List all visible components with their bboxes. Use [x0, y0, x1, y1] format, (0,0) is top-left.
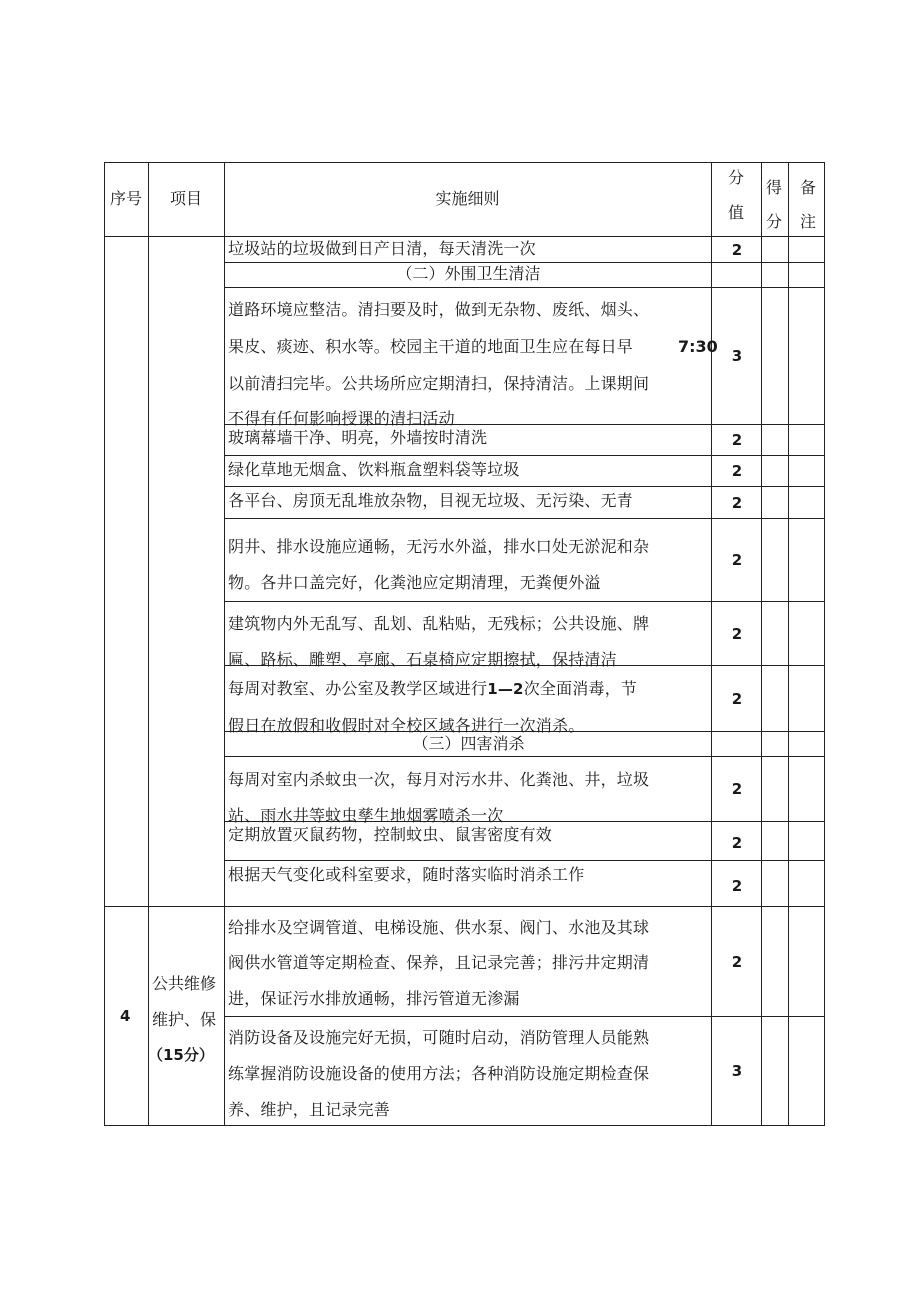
detail-text-part: 每周对教室、办公室及教学区域进行 — [228, 679, 488, 698]
detail-cell — [228, 237, 710, 262]
detail-line: 道路环境应整洁。清扫要及时，做到无杂物、废纸、烟头、 — [228, 300, 650, 319]
detail-line: 进，保证污水排放通畅，排污管道无渗漏 — [228, 989, 520, 1008]
score-value: 2 — [731, 952, 743, 971]
score-value: 2 — [731, 780, 743, 798]
header-remark-bottom: 注 — [800, 212, 817, 231]
header-score-top: 分 — [728, 168, 745, 187]
header-score-bottom: 值 — [728, 203, 745, 222]
detail-cell — [228, 602, 710, 669]
detail-line: 匾、路标、雕塑、亭廊、石桌椅应定期擦拭，保持清洁 — [228, 650, 617, 669]
detail-line: 练掌握消防设施设备的使用方法；各种消防设施定期检查保 — [228, 1064, 650, 1083]
detail-line: 玻璃幕墙干净、明亮，外墙按时清洗 — [228, 428, 488, 447]
detail-line: 给排水及空调管道、电梯设施、供水泵、阀门、水池及其球 — [228, 918, 650, 937]
detail-cell — [228, 666, 710, 735]
detail-cell — [228, 487, 710, 518]
table-border-bottom — [104, 1125, 825, 1126]
table-border-right — [824, 162, 825, 1126]
header-detail: 实施细则 — [435, 189, 500, 208]
detail-line: 根据天气变化或科室要求，随时落实临时消杀工作 — [228, 865, 585, 884]
row-line — [224, 262, 825, 263]
header-seq: 序号 — [109, 189, 142, 208]
detail-cell — [228, 288, 718, 428]
score-value: 2 — [731, 834, 743, 852]
detail-line: 站、雨水井等蚊虫孳生地烟雾喷杀一次 — [228, 806, 504, 825]
detail-line: 定期放置灭鼠药物，控制蚊虫、鼠害密度有效 — [228, 825, 553, 844]
detail-cell — [228, 425, 710, 455]
section-title: （二）外围卫生清洁 — [396, 264, 541, 283]
col-divider-seq — [148, 162, 149, 1126]
detail-line: 阴井、排水设施应通畅，无污水外溢，排水口处无淤泥和杂 — [228, 537, 650, 556]
detail-line: 物。各井口盖完好，化粪池应定期清理，无粪便外溢 — [228, 573, 601, 592]
score-value: 2 — [731, 431, 743, 449]
detail-line: 假日在放假和收假时对全校区域各进行一次消杀。 — [228, 716, 585, 735]
detail-cell — [228, 907, 710, 1016]
header-got-top: 得 — [766, 178, 783, 197]
score-value: 2 — [731, 877, 743, 895]
detail-line — [228, 679, 637, 699]
score-value: 2 — [731, 462, 743, 480]
group-number: 4 — [120, 1007, 131, 1025]
score-value: 2 — [731, 240, 743, 259]
score-value: 3 — [731, 347, 743, 365]
section-title: （三）四害消杀 — [412, 734, 525, 753]
score-value: 2 — [731, 624, 743, 643]
detail-cell — [228, 519, 710, 601]
detail-line: 每周对室内杀蚊虫一次，每月对污水井、化粪池、井，垃圾 — [228, 770, 650, 789]
detail-line: 果皮、痰迹、积水等。校园主干道的地面卫生应在每日早 — [228, 337, 634, 356]
detail-line: 各平台、房顶无乱堆放杂物，目视无垃圾、无污染、无青 — [228, 491, 634, 510]
detail-cell — [228, 456, 710, 486]
detail-line: 以前清扫完毕。公共场所应定期清扫，保持清洁。上课期间 — [228, 374, 650, 393]
detail-text-part: 次全面消毒，节 — [523, 679, 638, 698]
score-value: 2 — [731, 551, 743, 569]
header-remark-top: 备 — [800, 178, 817, 197]
score-value: 2 — [731, 493, 743, 512]
table-border-left — [104, 162, 105, 1126]
detail-line: 垃圾站的垃圾做到日产日清，每天清洗一次 — [228, 239, 536, 258]
detail-cell — [228, 822, 710, 860]
header-got-bottom: 分 — [766, 212, 783, 231]
detail-line: 养、维护，且记录完善 — [228, 1100, 391, 1119]
detail-line: 阀供水管道等定期检查、保养，且记录完善；排污井定期清 — [228, 953, 650, 972]
category-points: （15分） — [148, 1046, 214, 1064]
detail-cell — [228, 1017, 710, 1125]
category-line: 公共维修 — [152, 974, 217, 993]
detail-line: 建筑物内外无乱写、乱划、乱粘贴，无残标；公共设施、牌 — [228, 614, 650, 633]
detail-line: 绿化草地无烟盒、饮料瓶盒塑料袋等垃圾 — [228, 460, 520, 479]
category-line: 维护、保 — [152, 1010, 217, 1029]
detail-cell — [228, 757, 710, 825]
col-divider-got — [788, 162, 789, 1126]
detail-line: 消防设备及设施完好无损，可随时启动，消防管理人员能熟 — [228, 1028, 650, 1047]
score-value: 2 — [731, 689, 743, 708]
detail-text-bold: 1—2 — [487, 680, 524, 698]
detail-cell — [228, 861, 710, 906]
detail-time: 7:30 — [678, 337, 718, 356]
score-value: 3 — [731, 1062, 743, 1080]
header-item: 项目 — [169, 189, 202, 208]
detail-line: 不得有任何影响授课的清扫活动 — [228, 409, 455, 428]
